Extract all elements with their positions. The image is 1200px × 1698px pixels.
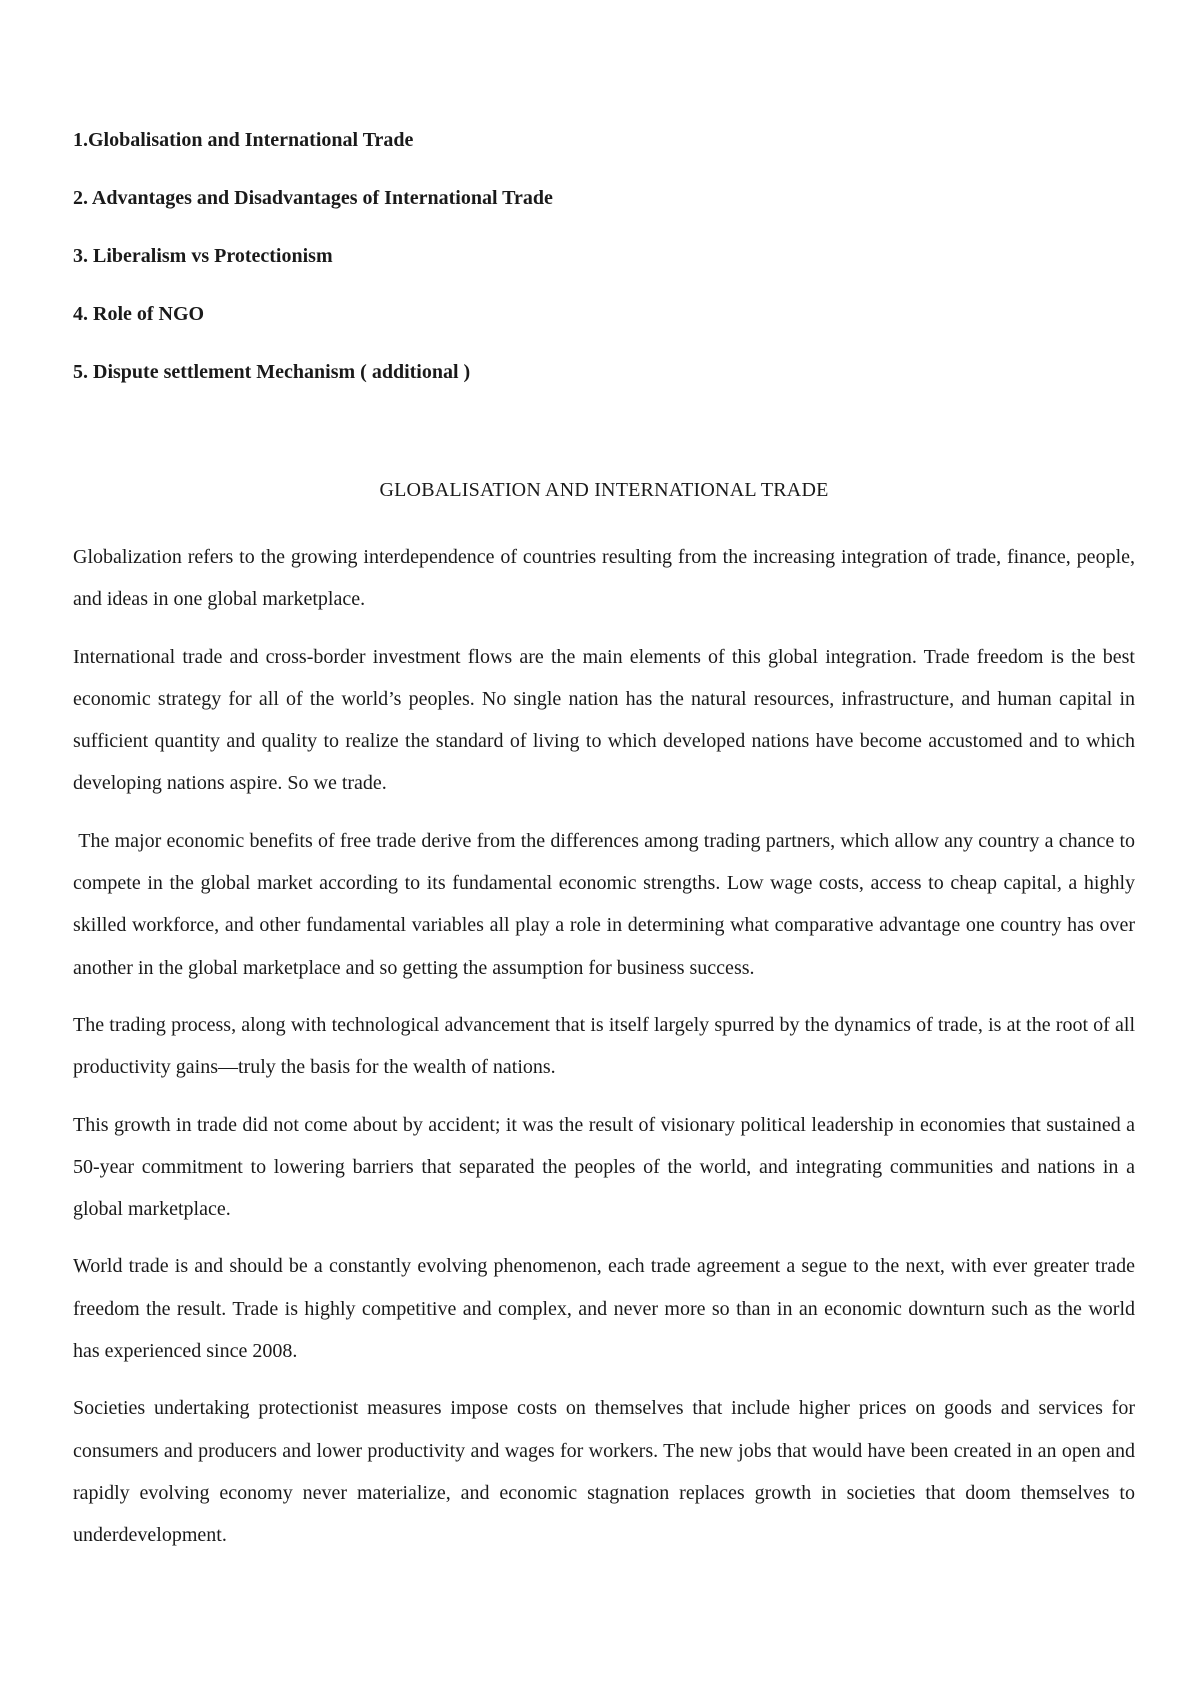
body-paragraph: Globalization refers to the growing interdependence of countries resulting from the increasing integration of trade, finance, people, and ideas in one global marketplace.: [73, 546, 1135, 611]
body-paragraph: This growth in trade did not come about by accident; it was the result of visionary political leadership in economies that sustained a 50-year commitment to lowering barriers that separated the peoples of the world, and integrating communities and nations in a global marketplace.: [73, 1113, 1135, 1221]
topic-item: 4. Role of NGO: [73, 303, 205, 325]
section-heading: GLOBALISATION AND INTERNATIONAL TRADE: [379, 479, 829, 501]
body-paragraph: Societies undertaking protectionist measures impose costs on themselves that include higher prices on goods and services for consumers and producers and lower productivity and wages for workers. The new jobs that would have been created in an open and rapidly evolving economy never materialize, and economic stagnation replaces growth in societies that doom themselves to underdevelopment.: [73, 1397, 1135, 1547]
topic-item: 5. Dispute settlement Mechanism ( additional ): [73, 361, 471, 383]
body-paragraph: The trading process, along with technological advancement that is itself largely spurred by the dynamics of trade, is at the root of all productivity gains—truly the basis for the wealth of nations.: [73, 1013, 1135, 1079]
body-paragraph: The major economic benefits of free trade derive from the differences among trading partners, which allow any country a chance to compete in the global market according to its fundamental economic strengths. Low wage costs, access to cheap capital, a highly skilled workforce, and other fundamental variables all play a role in determining what comparative advantage one country has over another in the global marketplace and so getting the assumption for business success.: [73, 829, 1140, 979]
body-paragraph: World trade is and should be a constantly evolving phenomenon, each trade agreement a segue to the next, with ever greater trade freedom the result. Trade is highly competitive and complex, and never more so than in an economic downturn such as the world has experienced since 2008.: [73, 1255, 1135, 1363]
topic-item: 3. Liberalism vs Protectionism: [73, 245, 333, 267]
document-body: [73, 536, 1140, 1572]
topic-item: 1.Globalisation and International Trade: [73, 129, 414, 151]
body-paragraph: International trade and cross-border investment flows are the main elements of this global integration. Trade freedom is the best economic strategy for all of the world’s peoples. No single nation has the natural resources, infrastructure, and human capital in sufficient quantity and quality to realize the standard of living to which developed nations have become accustomed and to which developing nations aspire. So we trade.: [73, 645, 1135, 795]
topic-item: 2. Advantages and Disadvantages of International Trade: [73, 187, 553, 209]
topic-list: [73, 128, 1135, 418]
